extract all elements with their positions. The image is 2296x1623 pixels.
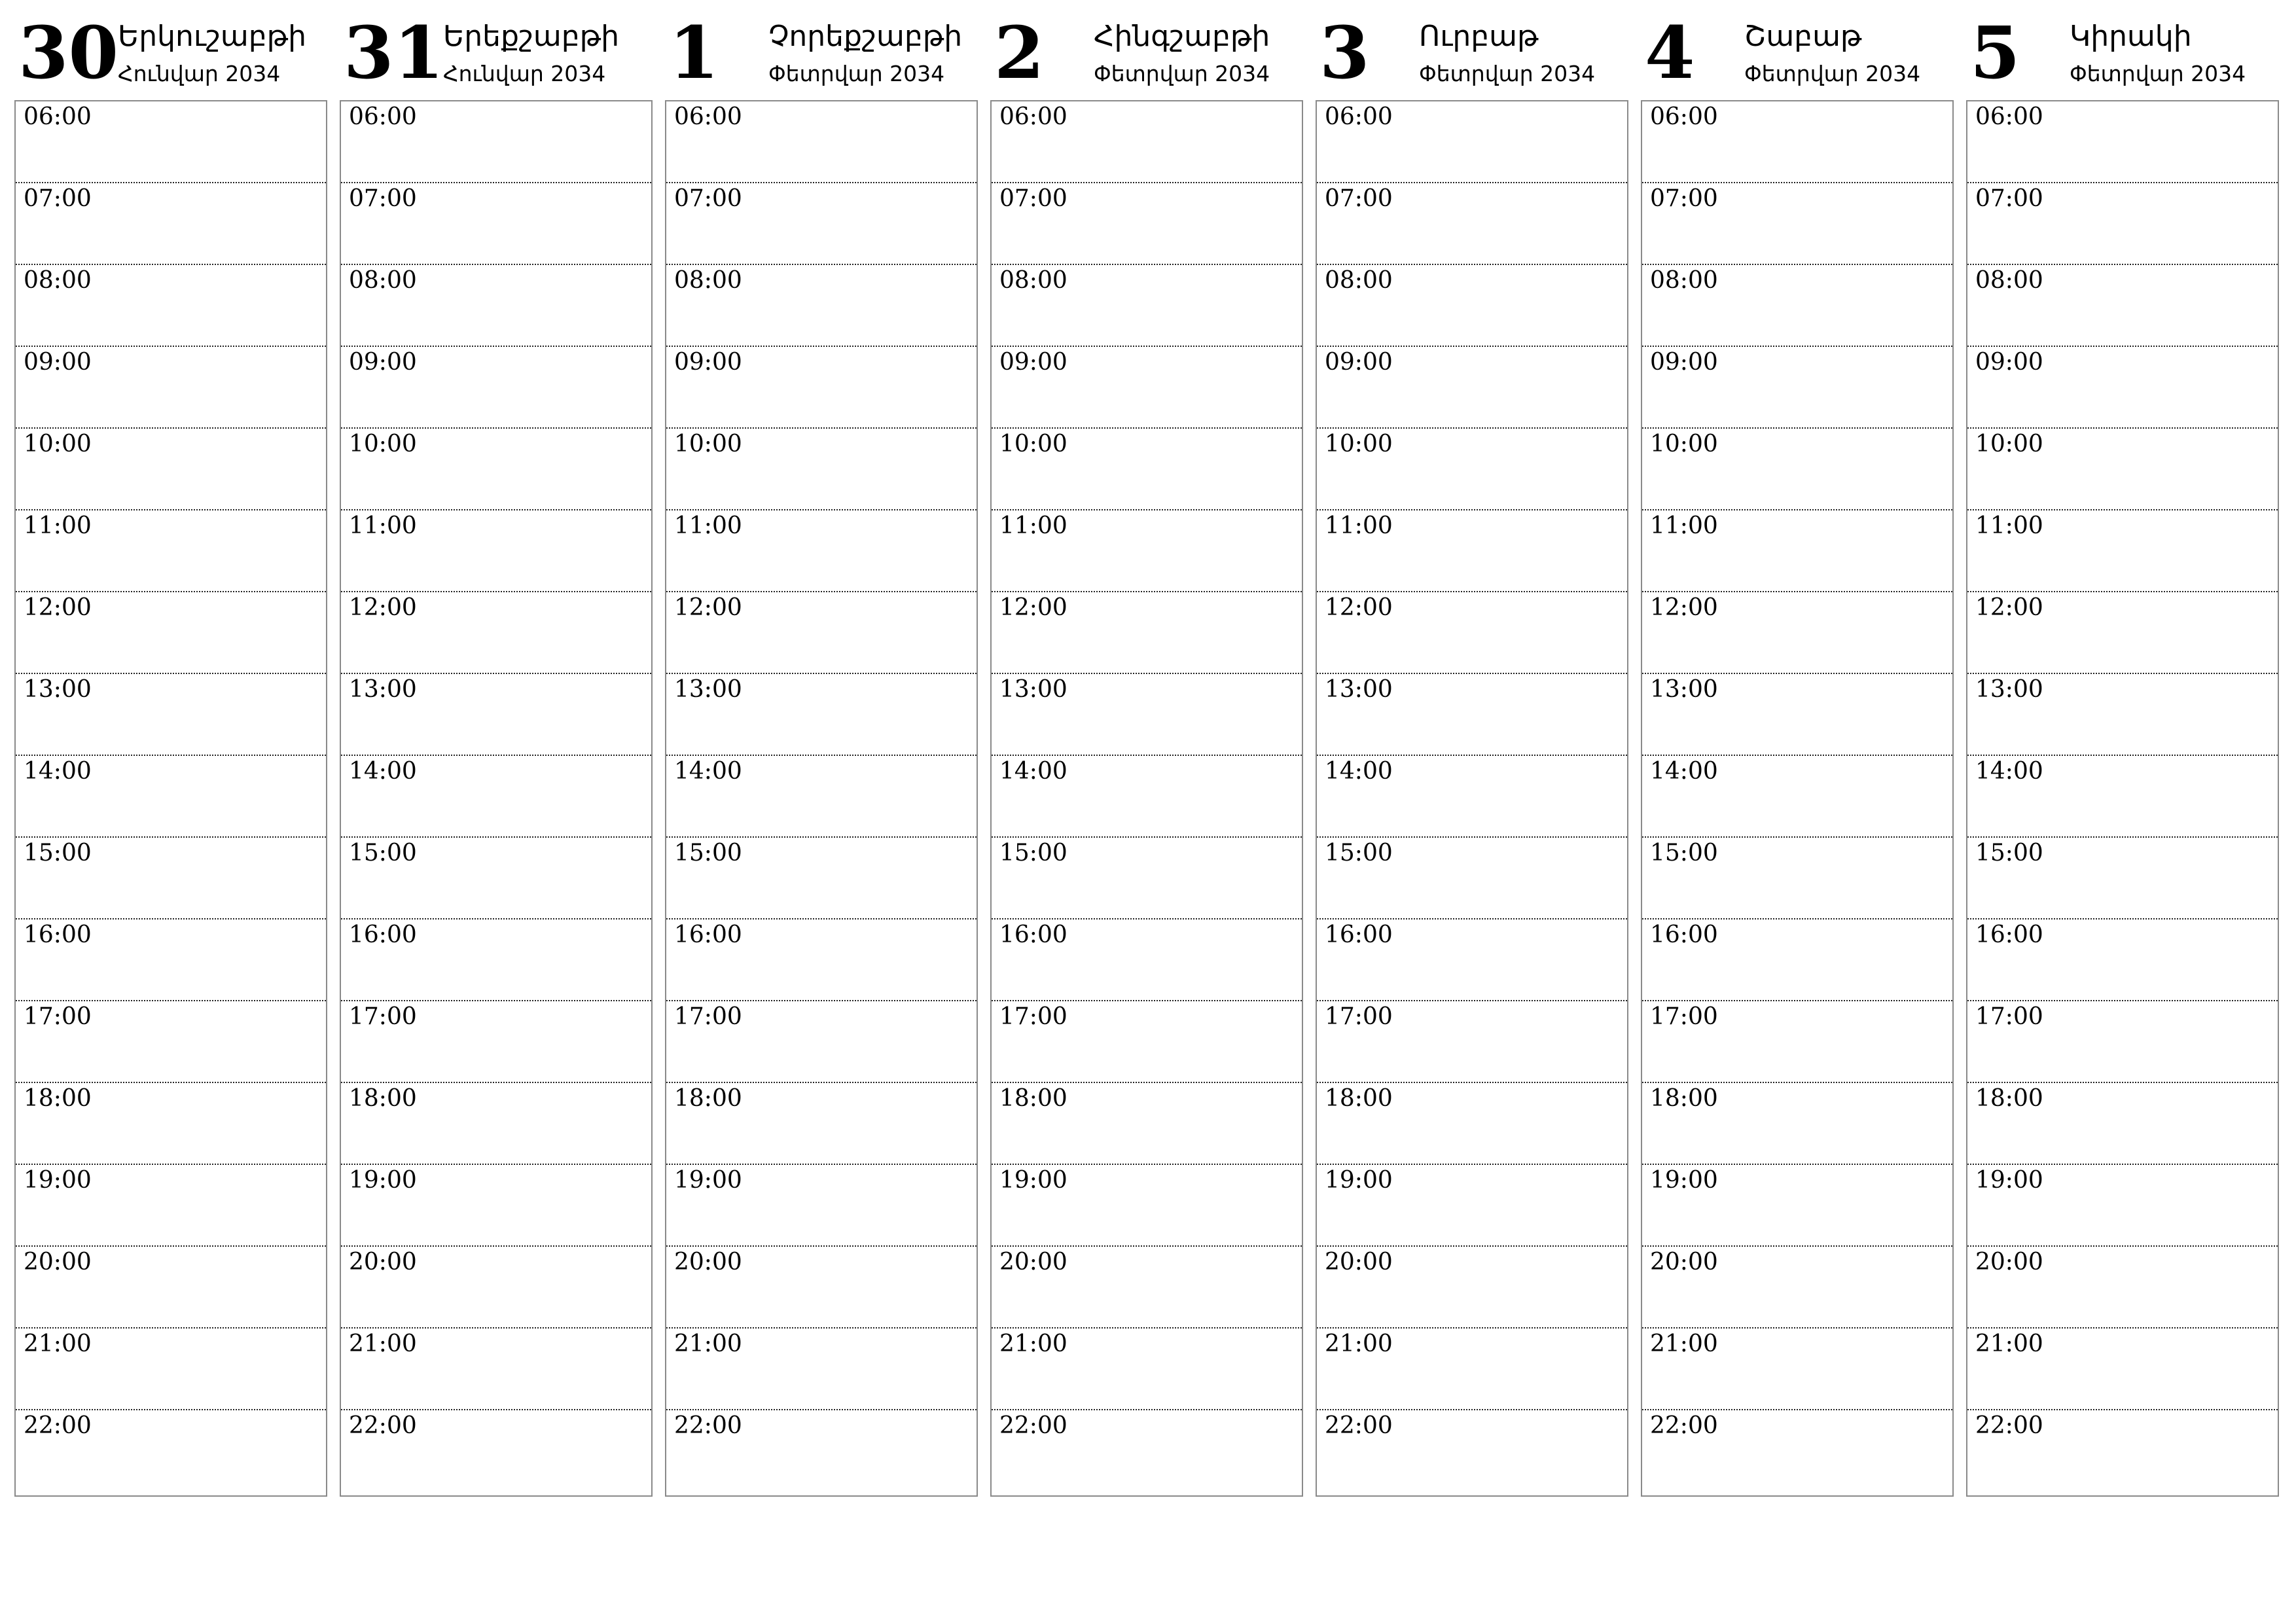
- hour-label: 10:00: [1650, 431, 1718, 457]
- hour-slot[interactable]: [992, 510, 1302, 592]
- hour-label: 18:00: [1650, 1085, 1718, 1112]
- hour-slot[interactable]: [341, 101, 651, 183]
- hour-slot[interactable]: [1642, 265, 1952, 347]
- hour-label: 12:00: [24, 594, 92, 621]
- hour-slot[interactable]: [1317, 919, 1627, 1001]
- hour-label: 06:00: [1650, 103, 1718, 130]
- day-schedule-box: [340, 100, 653, 1497]
- hour-label: 12:00: [1975, 594, 2043, 621]
- hour-slot[interactable]: [1967, 347, 2278, 429]
- hour-label: 08:00: [674, 267, 742, 294]
- hour-slot[interactable]: [1642, 1410, 1952, 1492]
- hour-label: 09:00: [24, 349, 92, 376]
- hour-slot[interactable]: [341, 347, 651, 429]
- day-header: [665, 0, 978, 98]
- hour-slot[interactable]: [1317, 429, 1627, 510]
- hour-slot[interactable]: [992, 1165, 1302, 1247]
- hour-slot[interactable]: [341, 592, 651, 674]
- hour-label: 06:00: [1325, 103, 1393, 130]
- hour-slot[interactable]: [1317, 183, 1627, 265]
- hour-slot[interactable]: [1317, 1410, 1627, 1492]
- hour-label: 14:00: [1975, 758, 2043, 785]
- hour-slot[interactable]: [1642, 510, 1952, 592]
- hour-slot[interactable]: [1642, 1165, 1952, 1247]
- hour-slot[interactable]: [16, 1001, 326, 1083]
- hour-slot[interactable]: [1317, 1247, 1627, 1329]
- day-number: 30: [18, 10, 119, 95]
- hour-label: 14:00: [24, 758, 92, 785]
- hour-label: 07:00: [1650, 185, 1718, 212]
- hour-slot[interactable]: [666, 347, 977, 429]
- hour-label: 10:00: [1975, 431, 2043, 457]
- hour-slot[interactable]: [1317, 838, 1627, 919]
- hour-slot[interactable]: [1967, 1247, 2278, 1329]
- hour-slot[interactable]: [1317, 347, 1627, 429]
- hour-slot[interactable]: [16, 1410, 326, 1492]
- hour-label: 18:00: [674, 1085, 742, 1112]
- hour-label: 16:00: [674, 921, 742, 948]
- hour-slot[interactable]: [1642, 1329, 1952, 1410]
- hour-slot[interactable]: [1642, 429, 1952, 510]
- hour-slot[interactable]: [992, 919, 1302, 1001]
- hour-label: 14:00: [1325, 758, 1393, 785]
- hour-label: 18:00: [349, 1085, 417, 1112]
- hour-label: 15:00: [349, 840, 417, 866]
- hour-slot[interactable]: [666, 1083, 977, 1165]
- hour-slot[interactable]: [992, 347, 1302, 429]
- hour-slot[interactable]: [666, 510, 977, 592]
- hour-slot[interactable]: [1642, 674, 1952, 756]
- hour-label: 11:00: [674, 512, 742, 539]
- weekday-name: Երկուշաբթի: [118, 20, 307, 53]
- hour-slot[interactable]: [1967, 429, 2278, 510]
- hour-label: 09:00: [1325, 349, 1393, 376]
- day-number: 4: [1645, 10, 1695, 95]
- hour-label: 07:00: [24, 185, 92, 212]
- hour-label: 15:00: [24, 840, 92, 866]
- hour-label: 15:00: [1325, 840, 1393, 866]
- hour-slot[interactable]: [666, 592, 977, 674]
- hour-slot[interactable]: [341, 674, 651, 756]
- hour-slot[interactable]: [16, 101, 326, 183]
- hour-label: 21:00: [674, 1330, 742, 1357]
- hour-slot[interactable]: [666, 1410, 977, 1492]
- hour-slot[interactable]: [1642, 183, 1952, 265]
- hour-label: 20:00: [674, 1249, 742, 1275]
- hour-label: 07:00: [1975, 185, 2043, 212]
- hour-label: 13:00: [349, 676, 417, 703]
- hour-slot[interactable]: [992, 429, 1302, 510]
- day-number: 31: [344, 10, 444, 95]
- hour-label: 11:00: [1325, 512, 1393, 539]
- hour-slot[interactable]: [1967, 756, 2278, 838]
- hour-slot[interactable]: [16, 183, 326, 265]
- hour-label: 13:00: [1650, 676, 1718, 703]
- hour-label: 20:00: [349, 1249, 417, 1275]
- hour-label: 14:00: [1650, 758, 1718, 785]
- hour-label: 10:00: [999, 431, 1067, 457]
- hour-slot[interactable]: [341, 1001, 651, 1083]
- hour-slot[interactable]: [341, 919, 651, 1001]
- hour-slot[interactable]: [1642, 101, 1952, 183]
- month-year-label: Փետրվար 2034: [1419, 61, 1596, 86]
- hour-slot[interactable]: [666, 919, 977, 1001]
- hour-label: 09:00: [999, 349, 1067, 376]
- month-year-label: Փետրվար 2034: [1744, 61, 1921, 86]
- hour-slot[interactable]: [1967, 265, 2278, 347]
- hour-slot[interactable]: [16, 674, 326, 756]
- hour-label: 17:00: [999, 1003, 1067, 1030]
- day-column: [990, 0, 1303, 1439]
- hour-label: 12:00: [674, 594, 742, 621]
- hour-label: 20:00: [1975, 1249, 2043, 1275]
- hour-slot[interactable]: [1967, 183, 2278, 265]
- hour-label: 08:00: [24, 267, 92, 294]
- hour-label: 06:00: [999, 103, 1067, 130]
- day-header: [340, 0, 653, 98]
- hour-label: 17:00: [674, 1003, 742, 1030]
- hour-label: 17:00: [1975, 1003, 2043, 1030]
- day-schedule-box: [990, 100, 1303, 1497]
- hour-slot[interactable]: [341, 1410, 651, 1492]
- hour-label: 18:00: [24, 1085, 92, 1112]
- hour-slot[interactable]: [341, 1083, 651, 1165]
- month-year-label: Փետրվար 2034: [2070, 61, 2246, 86]
- hour-slot[interactable]: [16, 1329, 326, 1410]
- hour-slot[interactable]: [1317, 674, 1627, 756]
- day-schedule-box: [1316, 100, 1628, 1497]
- hour-slot[interactable]: [1317, 101, 1627, 183]
- hour-label: 22:00: [1650, 1412, 1718, 1439]
- weekly-planner: [14, 0, 2289, 1505]
- hour-label: 21:00: [24, 1330, 92, 1357]
- hour-slot[interactable]: [992, 674, 1302, 756]
- hour-label: 10:00: [1325, 431, 1393, 457]
- hour-slot[interactable]: [992, 183, 1302, 265]
- weekday-name: Շաբաթ: [1744, 20, 1862, 53]
- day-schedule-box: [1966, 100, 2279, 1497]
- hour-label: 22:00: [1325, 1412, 1393, 1439]
- hour-slot[interactable]: [1317, 1329, 1627, 1410]
- hour-label: 11:00: [1975, 512, 2043, 539]
- hour-slot[interactable]: [992, 101, 1302, 183]
- hour-slot[interactable]: [16, 347, 326, 429]
- hour-slot[interactable]: [1967, 101, 2278, 183]
- hour-slot[interactable]: [1317, 510, 1627, 592]
- day-header: [1316, 0, 1628, 98]
- hour-slot[interactable]: [992, 838, 1302, 919]
- hour-label: 15:00: [674, 840, 742, 866]
- hour-slot[interactable]: [341, 429, 651, 510]
- hour-label: 16:00: [999, 921, 1067, 948]
- hour-slot[interactable]: [16, 510, 326, 592]
- day-header: [14, 0, 327, 98]
- hour-slot[interactable]: [666, 1247, 977, 1329]
- hour-label: 17:00: [1325, 1003, 1393, 1030]
- hour-label: 09:00: [349, 349, 417, 376]
- hour-label: 07:00: [674, 185, 742, 212]
- hour-slot[interactable]: [1317, 1083, 1627, 1165]
- hour-label: 11:00: [349, 512, 417, 539]
- day-number: 1: [669, 10, 719, 95]
- hour-slot[interactable]: [992, 265, 1302, 347]
- hour-slot[interactable]: [16, 592, 326, 674]
- day-number: 5: [1970, 10, 2020, 95]
- hour-slot[interactable]: [1642, 347, 1952, 429]
- hour-label: 12:00: [349, 594, 417, 621]
- hour-label: 22:00: [674, 1412, 742, 1439]
- hour-slot[interactable]: [341, 1329, 651, 1410]
- hour-label: 19:00: [1325, 1167, 1393, 1194]
- hour-slot[interactable]: [16, 1083, 326, 1165]
- day-header: [1966, 0, 2279, 98]
- hour-slot[interactable]: [992, 1083, 1302, 1165]
- hour-slot[interactable]: [1642, 1083, 1952, 1165]
- hour-label: 08:00: [349, 267, 417, 294]
- day-column: [1316, 0, 1628, 1439]
- hour-label: 10:00: [674, 431, 742, 457]
- day-number: 3: [1319, 10, 1370, 95]
- day-column: [14, 0, 327, 1439]
- hour-label: 06:00: [349, 103, 417, 130]
- hour-slot[interactable]: [341, 183, 651, 265]
- hour-slot[interactable]: [1642, 592, 1952, 674]
- hour-slot[interactable]: [666, 838, 977, 919]
- hour-label: 06:00: [1975, 103, 2043, 130]
- hour-label: 10:00: [349, 431, 417, 457]
- hour-label: 21:00: [1650, 1330, 1718, 1357]
- hour-slot[interactable]: [666, 429, 977, 510]
- hour-slot[interactable]: [1967, 592, 2278, 674]
- hour-slot[interactable]: [666, 1329, 977, 1410]
- month-year-label: Հունվար 2034: [443, 61, 606, 86]
- hour-slot[interactable]: [666, 756, 977, 838]
- day-schedule-box: [14, 100, 327, 1497]
- hour-slot[interactable]: [16, 265, 326, 347]
- hour-label: 20:00: [24, 1249, 92, 1275]
- hour-label: 20:00: [1650, 1249, 1718, 1275]
- hour-slot[interactable]: [1642, 919, 1952, 1001]
- weekday-name: Կիրակի: [2070, 20, 2192, 53]
- hour-label: 22:00: [999, 1412, 1067, 1439]
- hour-label: 07:00: [999, 185, 1067, 212]
- hour-label: 21:00: [999, 1330, 1067, 1357]
- hour-label: 10:00: [24, 431, 92, 457]
- hour-label: 14:00: [999, 758, 1067, 785]
- hour-label: 13:00: [24, 676, 92, 703]
- hour-slot[interactable]: [16, 1247, 326, 1329]
- hour-label: 17:00: [349, 1003, 417, 1030]
- hour-label: 19:00: [349, 1167, 417, 1194]
- hour-label: 20:00: [1325, 1249, 1393, 1275]
- hour-label: 17:00: [24, 1003, 92, 1030]
- month-year-label: Հունվար 2034: [118, 61, 281, 86]
- hour-slot[interactable]: [341, 510, 651, 592]
- hour-slot[interactable]: [666, 265, 977, 347]
- hour-slot[interactable]: [666, 101, 977, 183]
- hour-label: 14:00: [674, 758, 742, 785]
- hour-slot[interactable]: [16, 919, 326, 1001]
- hour-slot[interactable]: [1967, 1329, 2278, 1410]
- hour-slot[interactable]: [666, 674, 977, 756]
- hour-slot[interactable]: [1967, 1083, 2278, 1165]
- hour-label: 08:00: [999, 267, 1067, 294]
- hour-slot[interactable]: [1967, 919, 2278, 1001]
- day-schedule-box: [1641, 100, 1954, 1497]
- hour-slot[interactable]: [16, 429, 326, 510]
- day-column: [665, 0, 978, 1439]
- hour-label: 21:00: [1325, 1330, 1393, 1357]
- hour-slot[interactable]: [1317, 1001, 1627, 1083]
- hour-label: 13:00: [999, 676, 1067, 703]
- hour-label: 08:00: [1975, 267, 2043, 294]
- hour-slot[interactable]: [1967, 1001, 2278, 1083]
- hour-label: 12:00: [1325, 594, 1393, 621]
- hour-label: 16:00: [24, 921, 92, 948]
- hour-label: 21:00: [1975, 1330, 2043, 1357]
- hour-label: 19:00: [1650, 1167, 1718, 1194]
- hour-label: 13:00: [674, 676, 742, 703]
- hour-slot[interactable]: [992, 1329, 1302, 1410]
- hour-slot[interactable]: [341, 838, 651, 919]
- hour-slot[interactable]: [1642, 838, 1952, 919]
- hour-label: 16:00: [1975, 921, 2043, 948]
- hour-label: 21:00: [349, 1330, 417, 1357]
- weekday-name: Հինգշաբթի: [1094, 20, 1270, 53]
- hour-label: 08:00: [1325, 267, 1393, 294]
- hour-slot[interactable]: [341, 265, 651, 347]
- hour-slot[interactable]: [1317, 592, 1627, 674]
- hour-label: 16:00: [1650, 921, 1718, 948]
- hour-label: 19:00: [674, 1167, 742, 1194]
- hour-slot[interactable]: [992, 1001, 1302, 1083]
- hour-label: 18:00: [1975, 1085, 2043, 1112]
- hour-label: 12:00: [1650, 594, 1718, 621]
- day-column: [1966, 0, 2279, 1439]
- hour-label: 09:00: [1650, 349, 1718, 376]
- hour-slot[interactable]: [341, 1247, 651, 1329]
- day-column: [1641, 0, 1954, 1439]
- hour-label: 18:00: [1325, 1085, 1393, 1112]
- hour-slot[interactable]: [1967, 1410, 2278, 1492]
- hour-label: 16:00: [349, 921, 417, 948]
- hour-label: 14:00: [349, 758, 417, 785]
- hour-label: 07:00: [1325, 185, 1393, 212]
- hour-slot[interactable]: [341, 1165, 651, 1247]
- hour-slot[interactable]: [1642, 756, 1952, 838]
- hour-slot[interactable]: [341, 756, 651, 838]
- hour-label: 12:00: [999, 594, 1067, 621]
- hour-slot[interactable]: [992, 1410, 1302, 1492]
- day-header: [990, 0, 1303, 98]
- day-number: 2: [994, 10, 1045, 95]
- hour-slot[interactable]: [1642, 1001, 1952, 1083]
- hour-label: 15:00: [1975, 840, 2043, 866]
- hour-label: 13:00: [1325, 676, 1393, 703]
- hour-label: 11:00: [1650, 512, 1718, 539]
- hour-label: 20:00: [999, 1249, 1067, 1275]
- hour-label: 06:00: [674, 103, 742, 130]
- hour-label: 08:00: [1650, 267, 1718, 294]
- hour-label: 22:00: [349, 1412, 417, 1439]
- hour-label: 11:00: [999, 512, 1067, 539]
- hour-slot[interactable]: [1317, 265, 1627, 347]
- hour-slot[interactable]: [16, 756, 326, 838]
- hour-slot[interactable]: [666, 183, 977, 265]
- hour-slot[interactable]: [992, 756, 1302, 838]
- weekday-name: Երեքշաբթի: [443, 20, 620, 53]
- hour-label: 16:00: [1325, 921, 1393, 948]
- month-year-label: Փետրվար 2034: [768, 61, 945, 86]
- weekday-name: Չորեքշաբթի: [768, 20, 963, 53]
- hour-label: 17:00: [1650, 1003, 1718, 1030]
- hour-slot[interactable]: [1642, 1247, 1952, 1329]
- hour-label: 13:00: [1975, 676, 2043, 703]
- hour-slot[interactable]: [1967, 1165, 2278, 1247]
- hour-label: 06:00: [24, 103, 92, 130]
- hour-label: 22:00: [24, 1412, 92, 1439]
- hour-slot[interactable]: [16, 1165, 326, 1247]
- hour-slot[interactable]: [1317, 1165, 1627, 1247]
- hour-slot[interactable]: [992, 592, 1302, 674]
- weekday-name: Ուրբաթ: [1419, 20, 1539, 53]
- day-column: [340, 0, 653, 1439]
- hour-label: 19:00: [24, 1167, 92, 1194]
- hour-slot[interactable]: [1967, 510, 2278, 592]
- month-year-label: Փետրվար 2034: [1094, 61, 1270, 86]
- hour-slot[interactable]: [992, 1247, 1302, 1329]
- hour-slot[interactable]: [1967, 838, 2278, 919]
- hour-slot[interactable]: [16, 838, 326, 919]
- hour-label: 22:00: [1975, 1412, 2043, 1439]
- hour-label: 09:00: [1975, 349, 2043, 376]
- hour-label: 09:00: [674, 349, 742, 376]
- hour-label: 15:00: [999, 840, 1067, 866]
- hour-label: 18:00: [999, 1085, 1067, 1112]
- hour-slot[interactable]: [1317, 756, 1627, 838]
- hour-slot[interactable]: [666, 1001, 977, 1083]
- hour-label: 11:00: [24, 512, 92, 539]
- hour-label: 07:00: [349, 185, 417, 212]
- hour-slot[interactable]: [1967, 674, 2278, 756]
- hour-label: 19:00: [1975, 1167, 2043, 1194]
- day-schedule-box: [665, 100, 978, 1497]
- hour-label: 15:00: [1650, 840, 1718, 866]
- hour-slot[interactable]: [666, 1165, 977, 1247]
- day-header: [1641, 0, 1954, 98]
- hour-label: 19:00: [999, 1167, 1067, 1194]
